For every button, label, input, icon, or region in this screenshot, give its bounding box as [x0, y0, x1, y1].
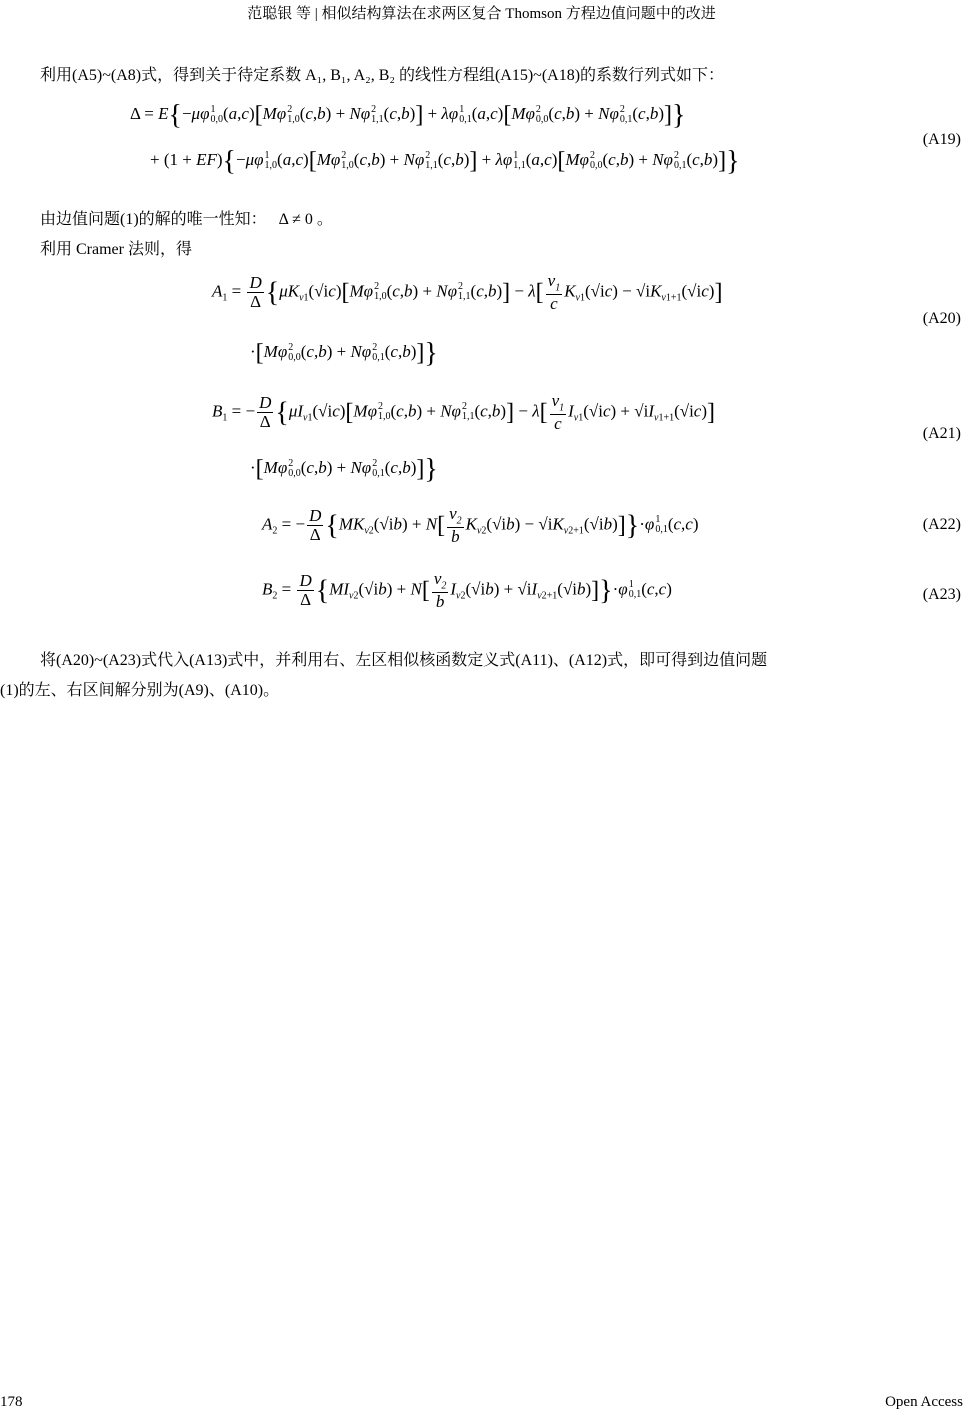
- paragraph-cramer: 利用 Cramer 法则，得: [40, 241, 192, 258]
- equation-label-A22: (A22): [922, 516, 961, 533]
- paragraph-uniqueness: [40, 206, 333, 229]
- equation-label-A20: (A20): [922, 310, 961, 327]
- page-number: 178: [0, 1394, 23, 1410]
- equation-A21-line1: $B_1$ = − $\frac{D}{\Delta}$ {$\mu I_{\nu 1}(√ic)[M\varphi$ 2 1,0 (c,b) + Nφ 2 1,1 (c,b)] − λ[ $\frac{\nu_1}{c}$ $I_{\nu 1}(√ic) + √iI_{\nu 1+1}(√ic)$]: [212, 391, 716, 433]
- equation-A20-line2: ·[Mφ 2 0,0 (c,b) + Nφ 2 0,1 (c,b)]}: [250, 338, 438, 369]
- equation-A20-line1: $A_1$ = $\frac{D}{\Delta}$ {$\mu K_{\nu 1}(√ic)[M\varphi$ 2 1,0 (c,b) + Nφ 2 1,1 (c,b)] − λ[ $\frac{\nu_1}{c}$ $K_{\nu 1}(√ic) - √iK_{\nu 1+1}(√ic)$]: [212, 271, 723, 313]
- paragraph-conclusion-line2: (1)的左、右区间解分别为(A9)、(A10)。: [0, 682, 280, 699]
- equation-label-A19: (A19): [922, 131, 961, 148]
- equation-A19-line2: + (1 + EF){−μφ 1 1,0 (a,c)[Mφ 2 1,0 (c,b) + Nφ 2 1,1 (c,b)] + λφ 1 1,1 (a,c)[Mφ 2 0,0 (c,b) + Nφ 2 0,1 (c,b)]}: [150, 146, 740, 177]
- equation-A23: $B_2$ = $\frac{D}{\Delta}$ {$MI_{\nu 2}(√ib) + N$[ $\frac{\nu_2}{b}$ $I_{\nu 2}(√ib) + √iI_{\nu 2+1}(√ib)]\}\cdot\varphi$ 1 0,1 (c,c): [262, 569, 672, 611]
- equation-label-A21: (A21): [922, 425, 961, 442]
- uniqueness-text: 由边值问题(1)的解的唯一性知：: [40, 211, 267, 228]
- journal-footer: Open Access: [885, 1394, 963, 1410]
- equation-A22: $A_2$ = − $\frac{D}{\Delta}$ {$MK_{\nu 2}(√ib) + N$[ $\frac{\nu_2}{b}$ $K_{\nu 2}(√ib) - √iK_{\nu 2+1}(√ib)]\}\cdot\varphi$ 1 0,1 (c,c): [262, 504, 699, 546]
- paragraph-coefficients-intro: 利用(A5)~(A8)式，得到关于待定系数 A₁, B₁, A₂, B₂ 的线性方程组(A15)~(A18)的系数行列式如下：: [40, 67, 725, 84]
- uniqueness-math: Δ ≠ 0 。: [278, 211, 333, 228]
- equation-A19-line1: Δ = E{−μφ 1 0,0 (a,c)[Mφ 2 1,0 (c,b) + Nφ 2 1,1 (c,b)] + λφ 1 0,1 (a,c)[Mφ 2 0,0 (c,b) + Nφ 2 0,1 (c,b)]}: [130, 100, 686, 131]
- paragraph-conclusion-line1: 将(A20)~(A23)式代入(A13)式中，并利用右、左区相似核函数定义式(A11)、(A12)式，即可得到边值问题: [40, 652, 768, 669]
- equation-A21-line2: ·[Mφ 2 0,0 (c,b) + Nφ 2 0,1 (c,b)]}: [250, 454, 438, 485]
- equation-label-A23: (A23): [922, 586, 961, 603]
- running-header: 范聪银 等 | 相似结构算法在求两区复合 Thomson 方程边值问题中的改进: [247, 6, 716, 22]
